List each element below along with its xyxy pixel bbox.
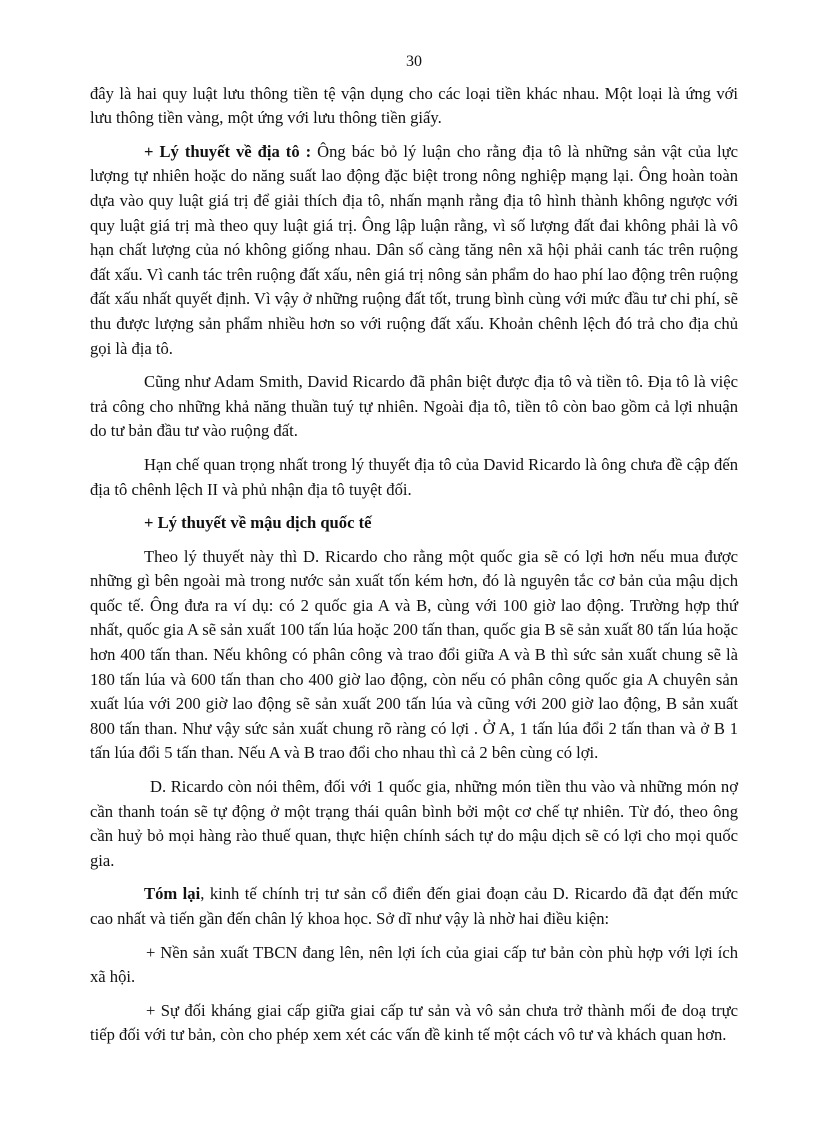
paragraph-limitation: Hạn chế quan trọng nhất trong lý thuyết địa tô của David Ricardo là ông chưa đề cập đến địa tô chênh lệch II và phủ nhận địa tô tuyệt đối.	[90, 454, 738, 499]
summary-body: , kinh tế chính trị tư sản cổ điển đến giai đoạn cảu D. Ricardo đã đạt đến mức cao nhất và tiến gần đến chân lý khoa học. Sở dĩ như vậy là nhờ hai điều kiện:	[90, 884, 738, 928]
paragraph-rent-theory	[90, 140, 738, 361]
page-number: 30	[406, 53, 422, 70]
paragraph-summary	[90, 882, 738, 931]
trade-theory-heading: + Lý thuyết về mậu dịch quốc tế	[144, 513, 372, 533]
summary-lead: Tóm lại	[144, 884, 201, 904]
paragraph-condition-two: + Sự đối kháng giai cấp giữa giai cấp tư sản và vô sản chưa trở thành mối đe doạ trực tiếp đối với tư bản, còn cho phép xem xét các vấn đề kinh tế một cách vô tư và khách quan hơn.	[90, 1000, 738, 1045]
document-page	[90, 50, 738, 1057]
paragraph-intro: đây là hai quy luật lưu thông tiền tệ vận dụng cho các loại tiền khác nhau. Một loại là ứng với lưu thông tiền vàng, một ứng với lưu thông tiền giấy.	[90, 83, 738, 128]
rent-theory-heading: + Lý thuyết về địa tô :	[144, 141, 312, 161]
paragraph-trade-theory: Theo lý thuyết này thì D. Ricardo cho rằng một quốc gia sẽ có lợi hơn nếu mua được những gì bên ngoài mà trong nước sản xuất tốn kém hơn, đó là nguyên tắc cơ bản của mậu dịch quốc tế. Ông đưa ra ví dụ: có 2 quốc gia A và B, cùng với 100 giờ lao động. Trường hợp thứ nhất, quốc gia A sẽ sản xuất 100 tấn lúa hoặc 200 tấn than, quốc gia B sẽ sản xuất 80 tấn lúa hoặc hơn 400 tấn than. Nếu không có phân công và trao đổi giữa A và B thì sức sản xuất chung sẽ là 180 tấn lúa và 600 tấn than cho 400 giờ lao động, còn nếu có phân công quốc gia A chuyên sản xuất lúa với 200 giờ lao động sẽ sản xuất 200 tấn lúa và cũng với 200 giờ lao động, B sản xuất 800 tấn than. Như vậy sức sản xuất chung rõ ràng có lợi . Ở A, 1 tấn lúa đổi 2 tấn than và ở B 1 tấn lúa đổi 5 tấn than. Nếu A và B trao đổi cho nhau thì cả 2 bên cùng có lợi.	[90, 546, 738, 763]
paragraph-adam-smith: Cũng như Adam Smith, David Ricardo đã phân biệt được địa tô và tiền tô. Địa tô là việc trả công cho những khả năng thuần tuý tự nhiên. Ngoài địa tô, tiền tô còn bao gồm cả lợi nhuận do tư bản đầu tư vào ruộng đất.	[90, 372, 738, 441]
paragraph-balance: D. Ricardo còn nói thêm, đối với 1 quốc gia, những món tiền thu vào và những món nợ cần thanh toán sẽ tự động ở một trạng thái quân bình bởi một cơ chế tự nhiên. Từ đó, theo ông cần huỷ bỏ mọi hàng rào thuế quan, thực hiện chính sách tự do mậu dịch sẽ có lợi cho mọi quốc gia.	[90, 777, 738, 870]
rent-theory-body: Ông bác bỏ lý luận cho rằng địa tô là những sản vật của lực lượng tự nhiên hoặc do năng suất lao động đặc biệt trong nông nghiệp mạng lại. Ông hoàn toàn dựa vào quy luật giá trị để giải thích địa tô, nhấn mạnh rằng địa tô hình thành không ngược với quy luật giá trị mà theo quy luật giá trị. Ông lập luận rằng, vì số lượng đất đai không phải là vô hạn chất lượng của nó không giống nhau. Dân số càng tăng nên xã hội phải canh tác trên ruộng đất xấu. Vì canh tác trên ruộng đất xấu, nên giá trị nông sản phẩm do hao phí lao động trên ruộng đất xấu nhất quyết định. Vì vậy ở những ruộng đất tốt, trung bình cùng với mức đầu tư chi phí, sẽ thu được lượng sản phẩm nhiều hơn so với ruộng đất xấu. Khoản chênh lệch đó trả cho địa chủ gọi là địa tô.	[90, 141, 738, 358]
paragraph-condition-one: + Nền sản xuất TBCN đang lên, nên lợi ích của giai cấp tư bản còn phù hợp với lợi ích xã hội.	[90, 942, 738, 987]
